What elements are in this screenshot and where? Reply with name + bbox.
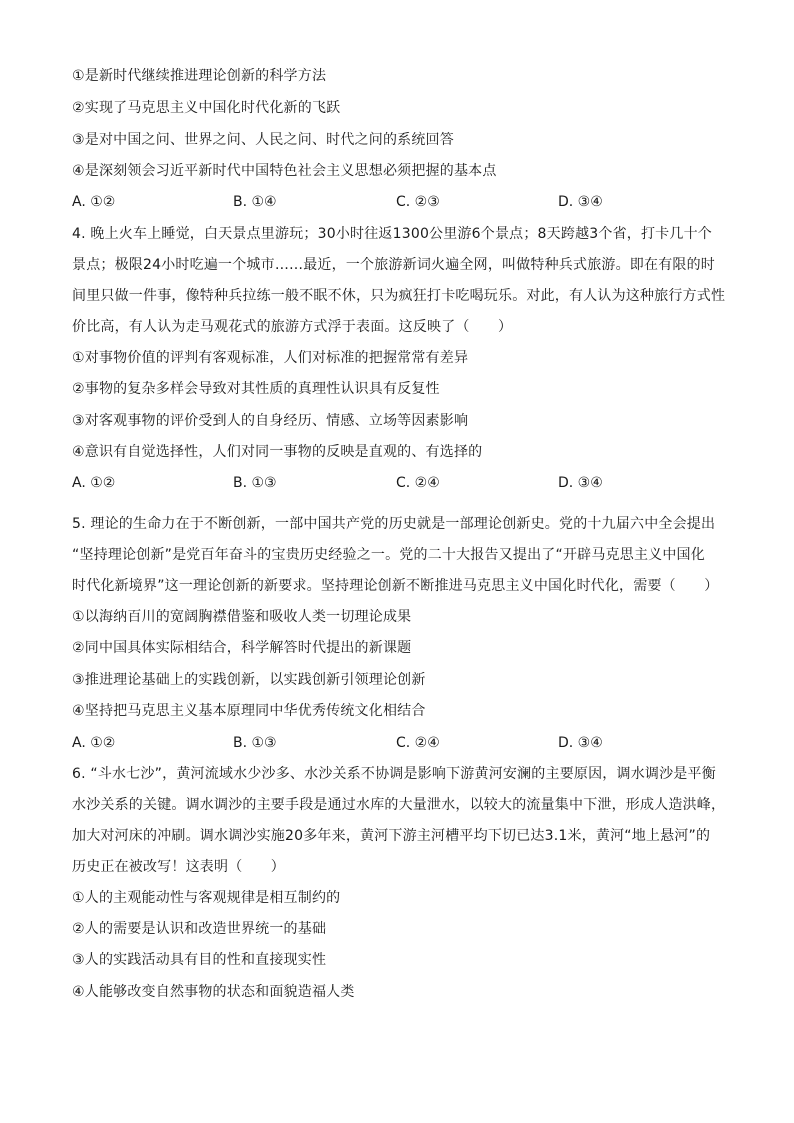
q6-stem-line-3: 加大对河床的冲刷。调水调沙实施20多年来，黄河下游主河槽平均下切已达3.1米，黄河“地上悬河”的 xyxy=(72,828,711,844)
q3-item-2: ②实现了马克思主义中国化时代化新的飞跃 xyxy=(72,100,341,116)
q6-stem-line-1: 6. “斗水七沙”，黄河流域水少沙多、水沙关系不协调是影响下游黄河安澜的主要原因，调水调沙是平衡 xyxy=(72,766,716,782)
q6-item-2: ②人的需要是认识和改造世界统一的基础 xyxy=(72,921,327,937)
q5-stem-line-3: 时代化新境界”这一理论创新的新要求。坚持理论创新不断推进马克思主义中国化时代化，需要（ ） xyxy=(72,578,719,594)
q5-option-a: A. ①② xyxy=(72,735,116,751)
q6-item-4: ④人能够改变自然事物的状态和面貌造福人类 xyxy=(72,984,355,1000)
q4-stem-line-4: 价比高，有人认为走马观花式的旅游方式浮于表面。这反映了（ ） xyxy=(72,319,513,335)
q3-option-b: B. ①④ xyxy=(233,194,277,210)
q5-item-2: ②同中国具体实际相结合，科学解答时代提出的新课题 xyxy=(72,640,412,656)
q4-option-a: A. ①② xyxy=(72,475,116,491)
q6-stem-line-4: 历史正在被改写！这表明（ ） xyxy=(72,859,285,875)
q4-item-4: ④意识有自觉选择性，人们对同一事物的反映是直观的、有选择的 xyxy=(72,444,483,460)
q6-item-3: ③人的实践活动具有目的性和直接现实性 xyxy=(72,952,327,968)
q5-option-d: D. ③④ xyxy=(558,735,603,751)
q4-stem-line-1: 4. 晚上火车上睡觉，白天景点里游玩；30小时往返1300公里游6个景点；8天跨越3个省，打卡几十个 xyxy=(72,226,712,242)
q4-item-2: ②事物的复杂多样会导致对其性质的真理性认识具有反复性 xyxy=(72,381,440,397)
q3-option-d: D. ③④ xyxy=(558,194,603,210)
q3-item-1: ①是新时代继续推进理论创新的科学方法 xyxy=(72,68,327,84)
q4-stem-line-3: 间里只做一件事，像特种兵拉练一般不眠不休，只为疯狂打卡吃喝玩乐。对此，有人认为这种旅行方式性 xyxy=(72,288,726,304)
q6-item-1: ①人的主观能动性与客观规律是相互制约的 xyxy=(72,890,341,906)
q3-item-3: ③是对中国之问、世界之问、人民之问、时代之问的系统回答 xyxy=(72,132,454,148)
q4-option-c: C. ②④ xyxy=(396,475,440,491)
q5-option-c: C. ②④ xyxy=(396,735,440,751)
q5-stem-line-2: “坚持理论创新”是党百年奋斗的宝贵历史经验之一。党的二十大报告又提出了“开辟马克思主义中国化 xyxy=(72,547,705,563)
q6-stem-line-2: 水沙关系的关键。调水调沙的主要手段是通过水库的大量泄水，以较大的流量集中下泄，形成人造洪峰， xyxy=(72,797,726,813)
q4-stem-line-2: 景点；极限24小时吃遍一个城市……最近，一个旅游新词火遍全网，叫做特种兵式旅游。即在有限的时 xyxy=(72,257,716,273)
q4-item-3: ③对客观事物的评价受到人的自身经历、情感、立场等因素影响 xyxy=(72,413,469,429)
q4-option-d: D. ③④ xyxy=(558,475,603,491)
q5-item-4: ④坚持把马克思主义基本原理同中华优秀传统文化相结合 xyxy=(72,703,426,719)
q5-option-b: B. ①③ xyxy=(233,735,277,751)
q4-option-b: B. ①③ xyxy=(233,475,277,491)
q5-item-3: ③推进理论基础上的实践创新，以实践创新引领理论创新 xyxy=(72,672,426,688)
q3-option-c: C. ②③ xyxy=(396,194,440,210)
q5-item-1: ①以海纳百川的宽阔胸襟借鉴和吸收人类一切理论成果 xyxy=(72,609,412,625)
q3-option-a: A. ①② xyxy=(72,194,116,210)
q4-item-1: ①对事物价值的评判有客观标准，人们对标准的把握常常有差异 xyxy=(72,350,469,366)
q5-stem-line-1: 5. 理论的生命力在于不断创新，一部中国共产党的历史就是一部理论创新史。党的十九届六中全会提出 xyxy=(72,516,716,532)
q3-item-4: ④是深刻领会习近平新时代中国特色社会主义思想必须把握的基本点 xyxy=(72,163,497,179)
